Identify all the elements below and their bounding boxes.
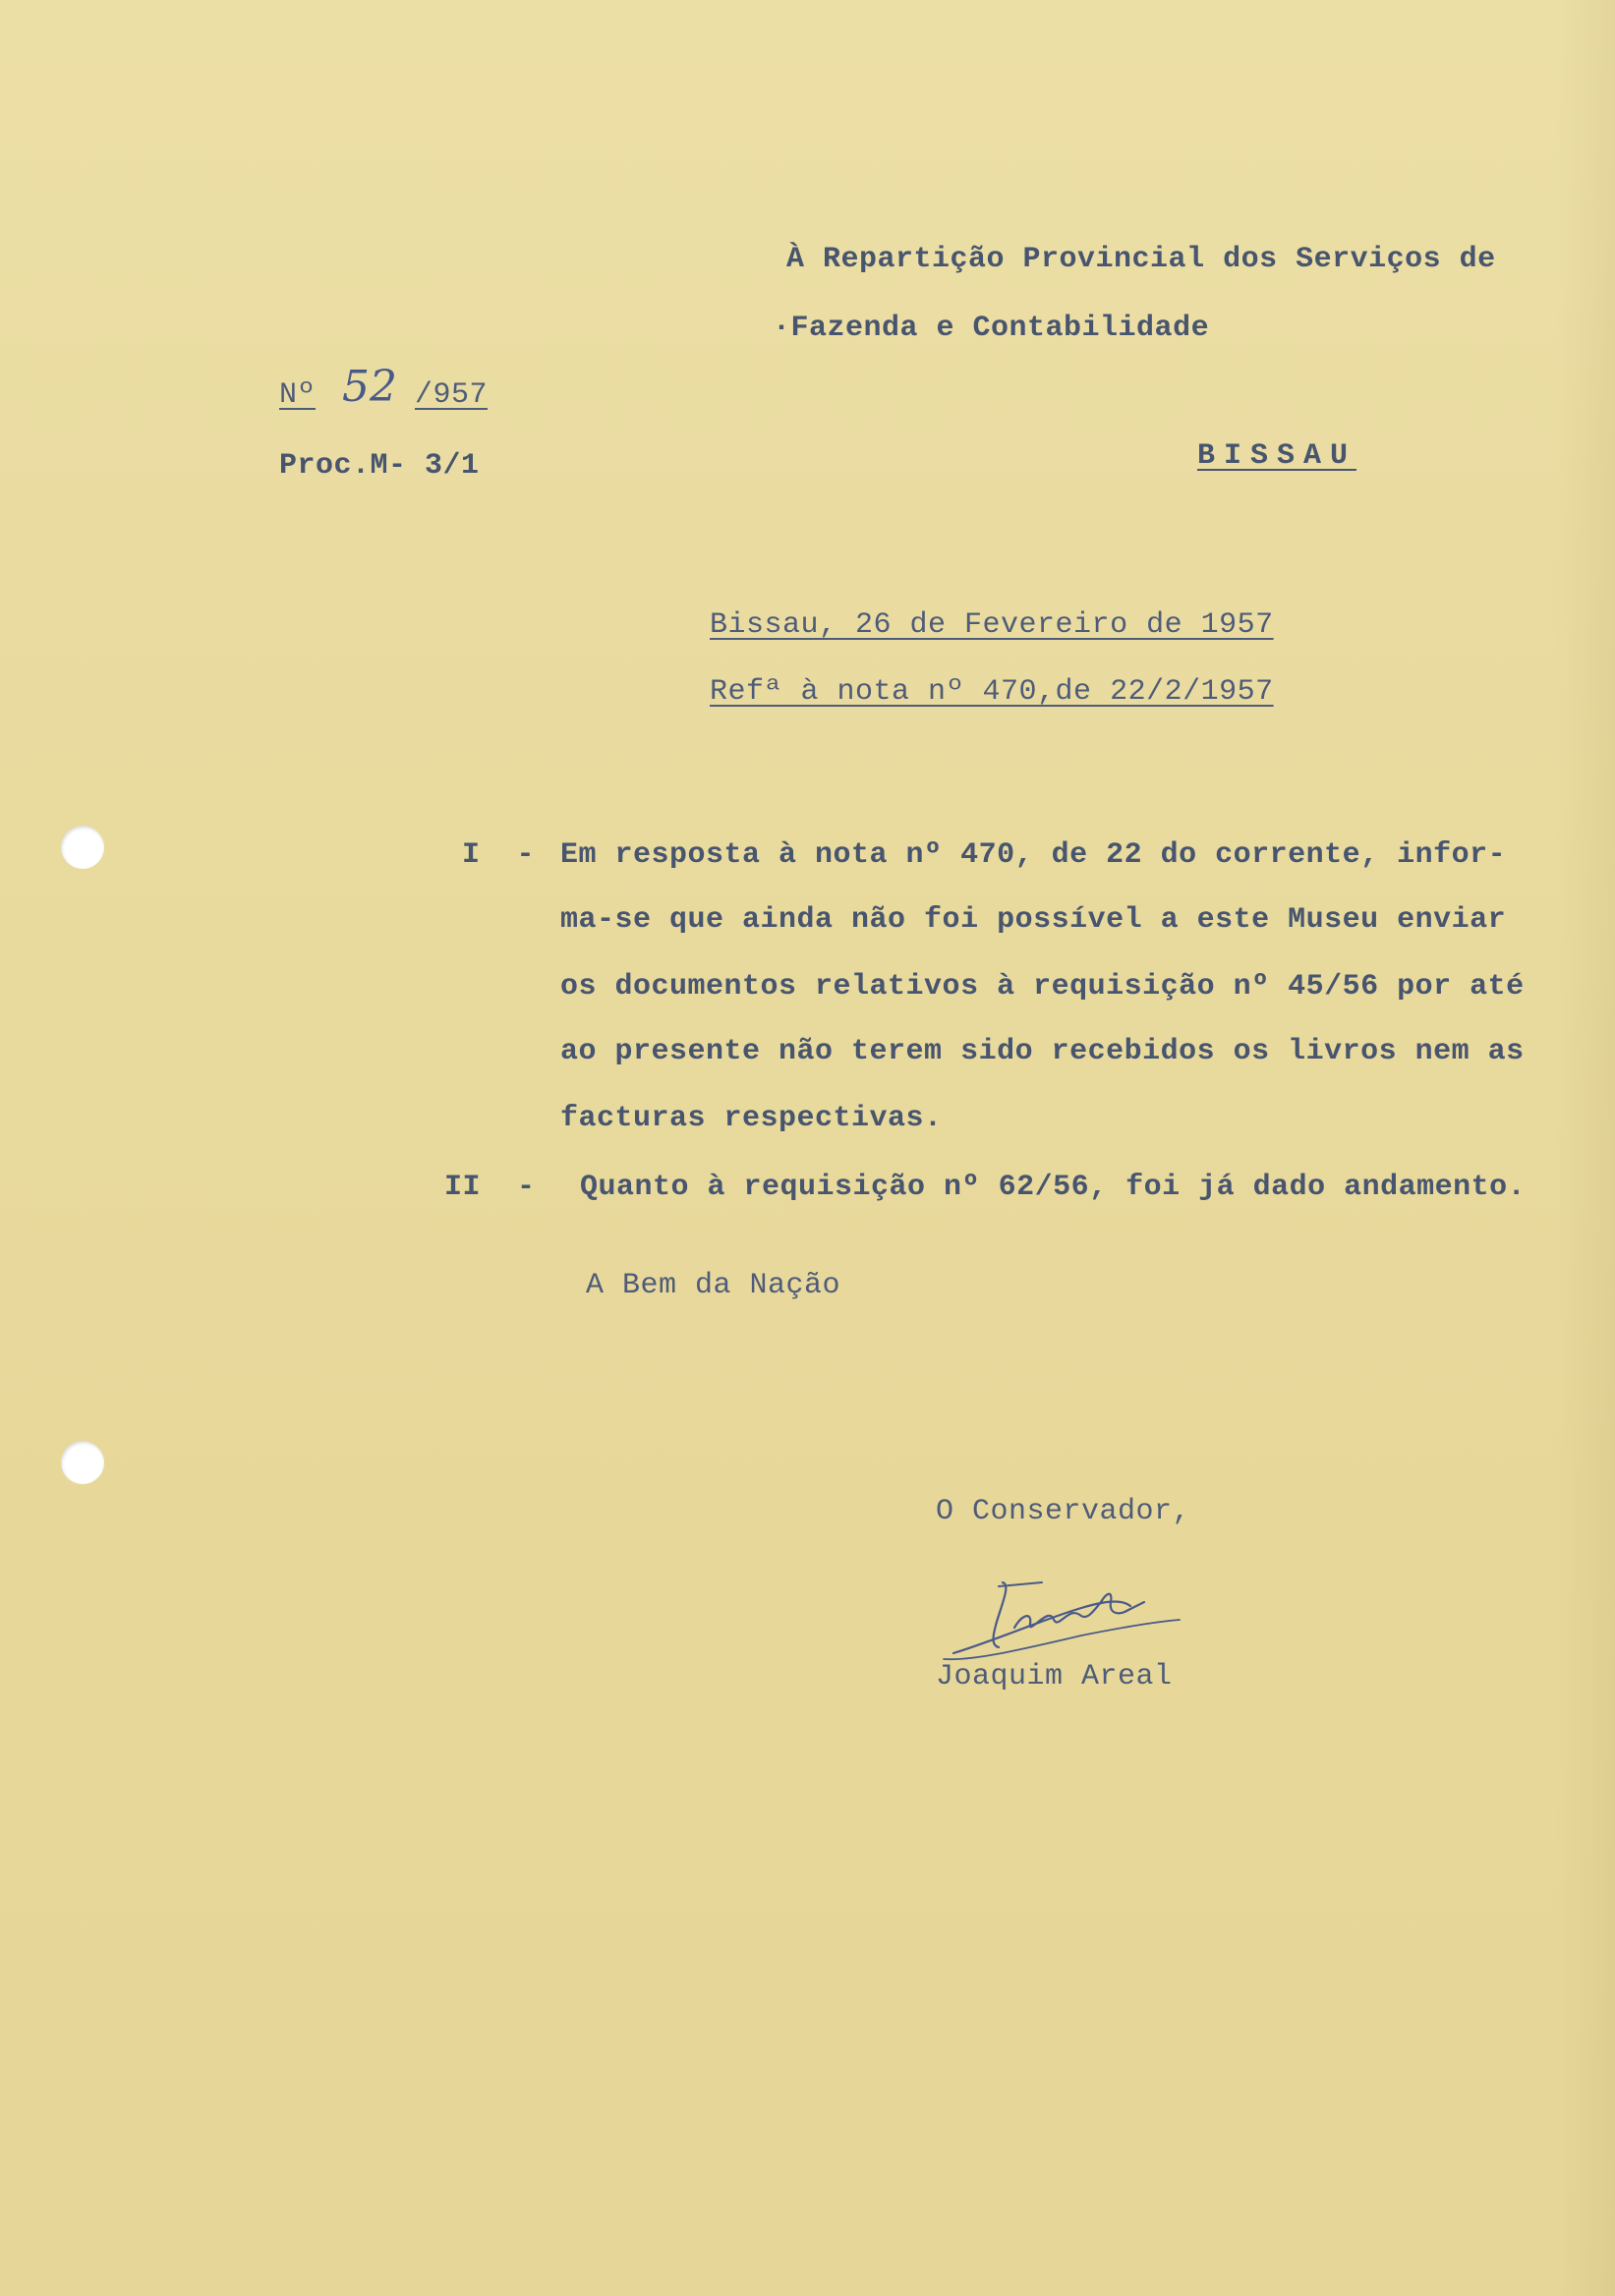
punch-hole-top <box>61 826 104 869</box>
reference-number-suffix: /957 <box>415 378 489 412</box>
paragraph-2-label: II - <box>444 1171 536 1204</box>
punch-hole-bottom <box>61 1441 104 1484</box>
signatory-title: O Conservador, <box>936 1495 1191 1528</box>
paragraph-2-line: Quanto à requisição nº 62/56, foi já dado andamento. <box>580 1171 1527 1204</box>
reference-number-handwritten: 52 <box>342 362 397 412</box>
paragraph-1-line-4: ao presente não terem sido recebidos os livros nem as <box>560 1035 1525 1068</box>
paragraph-1-line-5: facturas respectivas. <box>560 1102 943 1135</box>
reference-note: Refª à nota nº 470,de 22/2/1957 <box>710 675 1274 709</box>
paragraph-1-line-1: Em resposta à nota nº 470, de 22 do corrente, infor- <box>560 838 1507 872</box>
process-number: Proc.M- 3/1 <box>279 449 480 483</box>
letter-date: Bissau, 26 de Fevereiro de 1957 <box>710 608 1274 642</box>
signatory-name: Joaquim Areal <box>936 1660 1173 1693</box>
addressee-line-2: ·Fazenda e Contabilidade <box>773 312 1210 345</box>
paragraph-1-line-3: os documentos relativos à requisição nº 45/56 por até <box>560 970 1525 1004</box>
salutation: A Bem da Nação <box>586 1269 841 1302</box>
city-heading: BISSAU <box>1197 439 1357 473</box>
paragraph-1-line-2: ma-se que ainda não foi possível a este Museu enviar <box>560 903 1507 937</box>
addressee-line-1: À Repartição Provincial dos Serviços de <box>786 243 1496 276</box>
paragraph-1-label: I - <box>462 838 536 872</box>
handwritten-signature <box>934 1563 1199 1671</box>
reference-number-prefix: Nº <box>279 378 317 412</box>
